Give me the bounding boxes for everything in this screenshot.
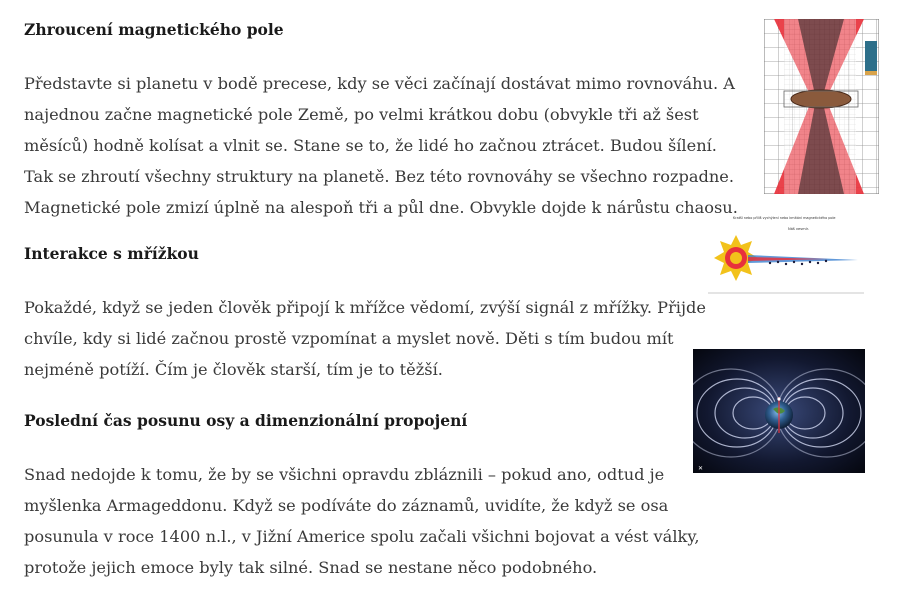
text-line: nejméně potíží. Čím je člověk starší, tím je to těžší. bbox=[24, 360, 443, 379]
diagram-caption: Kratší nebo příliš vychýlení nebo kmitání magnetického pole bbox=[733, 216, 836, 220]
hourglass-grid-diagram-icon bbox=[764, 19, 879, 194]
text-line: Magnetické pole zmizí úplně na alespoň tři a půl dne. Obvykle dojde k nárůstu chaosu. bbox=[24, 198, 738, 217]
text-line: najednou začne magnetické pole Země, po velmi krátkou dobu (obvykle tři až šest bbox=[24, 105, 699, 124]
text-line: měsíců) hodně kolísat a vlnit se. Stane se to, že lidé ho začnou ztrácet. Budou šílení. bbox=[24, 136, 717, 155]
text-line: chvíle, kdy si lidé začnou prostě vzpomínat a myslet nově. Děti s tím budou mít bbox=[24, 329, 674, 348]
text-line: Snad nedojde k tomu, že by se všichni opravdu zbláznili – pokud ano, odtud je bbox=[24, 465, 665, 484]
text-line: myšlenka Armageddonu. Když se podíváte do záznamů, uvidíte, že když se osa bbox=[24, 496, 669, 515]
paragraph-grid-interaction bbox=[24, 292, 706, 385]
paragraph-axis-shift bbox=[24, 459, 699, 583]
text-line: protože jejich emoce byly tak silné. Snad se nestane něco podobného. bbox=[24, 558, 598, 577]
section-heading-grid-interaction: Interakce s mřížkou bbox=[24, 244, 199, 263]
sun-beam-icon bbox=[708, 205, 864, 295]
svg-text:✕: ✕ bbox=[698, 465, 704, 472]
sun-beam-diagram bbox=[708, 205, 864, 295]
text-line: Pokaždé, když se jeden člověk připojí k mřížce vědomí, zvýší signál z mřížky. Přijde bbox=[24, 298, 706, 317]
earth-magnetic-field-icon bbox=[693, 349, 865, 473]
section-heading-magnetic-collapse: Zhroucení magnetického pole bbox=[24, 20, 284, 39]
paragraph-magnetic-collapse bbox=[24, 68, 738, 223]
text-line: Představte si planetu v bodě precese, kdy se věci začínají dostávat mimo rovnováhu. A bbox=[24, 74, 735, 93]
text-line: posunula v roce 1400 n.l., v Jižní Americe spolu začali všichni bojovat a vést války, bbox=[24, 527, 700, 546]
section-heading-axis-shift: Poslední čas posunu osy a dimenzionální propojení bbox=[24, 411, 468, 430]
diagram-caption-sub: Náš vesmír. bbox=[788, 227, 809, 231]
text-line: Tak se zhroutí všechny struktury na planetě. Bez této rovnováhy se všechno rozpadne. bbox=[24, 167, 734, 186]
